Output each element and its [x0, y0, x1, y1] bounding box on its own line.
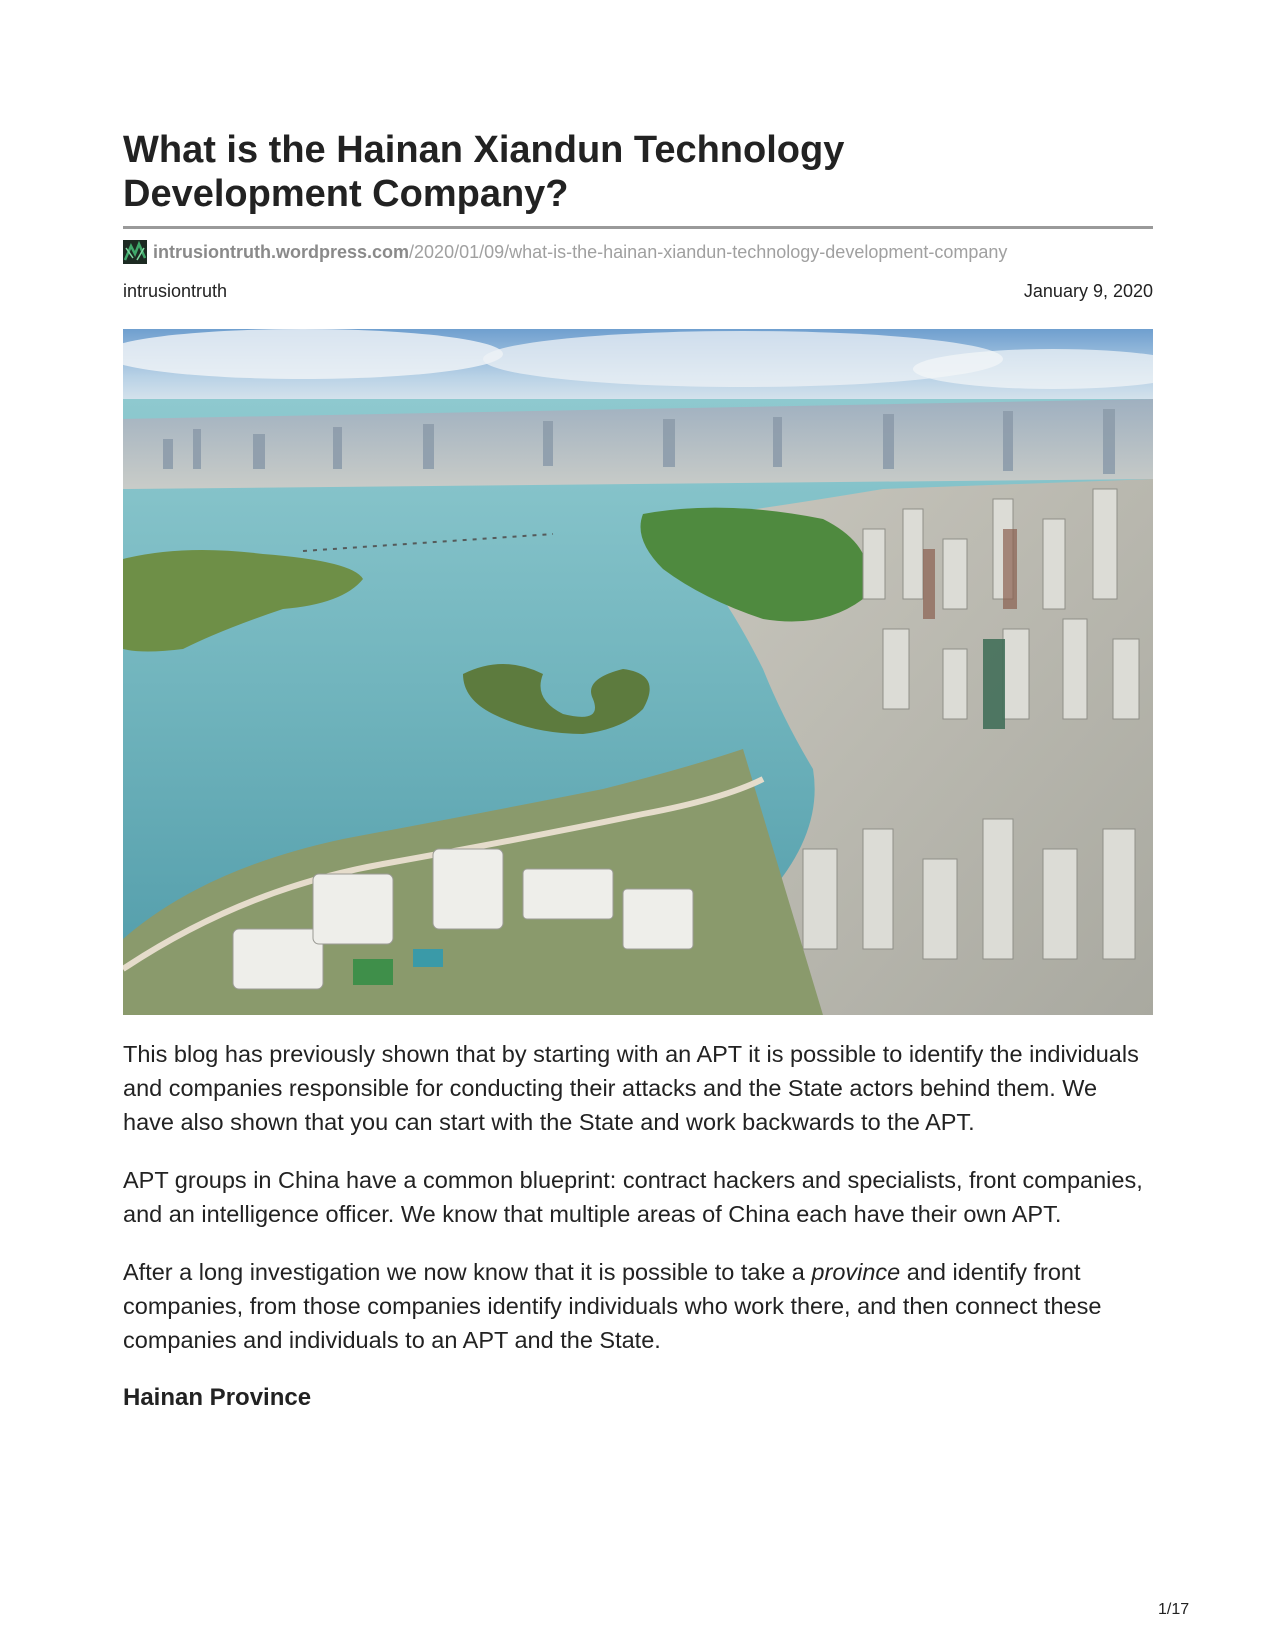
paragraph-3-text-start: After a long investigation we now know that it is possible to take a: [123, 1259, 812, 1285]
body-paragraph-3: [123, 1255, 1153, 1357]
article-body: [123, 1037, 1153, 1415]
section-heading: Hainan Province: [123, 1384, 312, 1411]
site-favicon-icon: [123, 240, 147, 264]
source-link[interactable]: [123, 239, 1007, 265]
page-number: 1/17: [1158, 1601, 1190, 1618]
source-path: /2020/01/09/what-is-the-hainan-xiandun-technology-development-company: [409, 241, 1008, 262]
paragraph-3-emphasis: province: [811, 1259, 901, 1285]
article-date: January 9, 2020: [1023, 281, 1153, 301]
article-author: intrusiontruth: [123, 281, 228, 301]
article-meta: [123, 281, 1153, 302]
article-title: What is the Hainan Xiandun Technology Development Company?: [123, 129, 845, 215]
body-paragraph-1: This blog has previously shown that by starting with an APT it is possible to identify the individuals and companies responsible for conducting their attacks and the State actors behind them. We have also shown that you can start with the State and work backwards to the APT.: [123, 1041, 1139, 1135]
source-domain: intrusiontruth.wordpress.com: [153, 241, 410, 262]
aerial-city-coastline-photo: [123, 329, 1153, 1015]
title-divider: [123, 226, 1153, 229]
body-paragraph-2: APT groups in China have a common blueprint: contract hackers and specialists, front companies, and an intelligence officer. We know that multiple areas of China each have their own APT.: [123, 1167, 1143, 1227]
paragraph-3-text-end: and identify front companies, from those companies identify individuals who work there, and then connect these companies and individuals to an APT and the State.: [123, 1259, 1102, 1353]
